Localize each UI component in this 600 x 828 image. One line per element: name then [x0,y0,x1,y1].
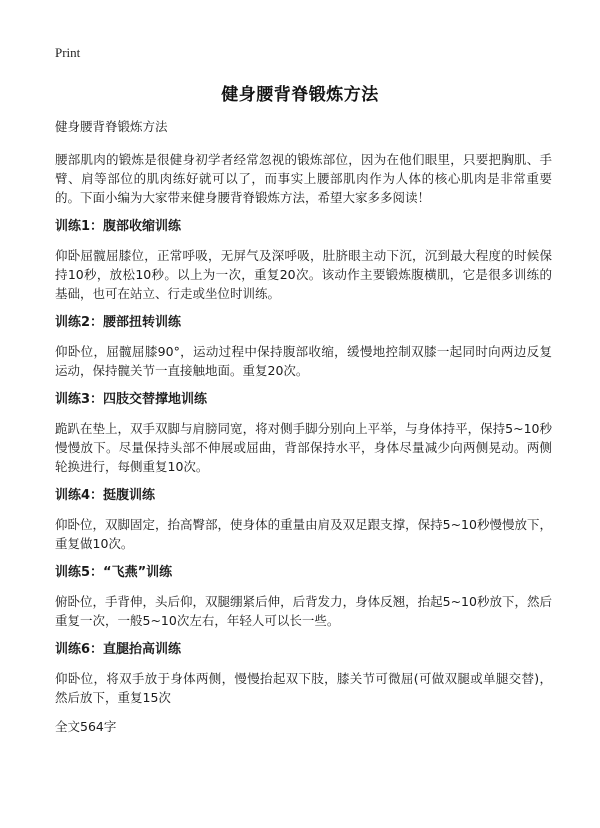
word-count: 全文564字 [55,719,117,734]
training-section-6 [55,640,552,707]
training-section-2 [55,313,552,380]
section-body: 仰卧位，屈髋屈膝90°，运动过程中保持腹部收缩，缓慢地控制双膝一起同时向两边反复运动，保持髋关节一直接触地面。重复20次。 [55,344,552,378]
training-section-3 [55,390,552,476]
training-section-5 [55,563,552,630]
section-heading: 训练5：“飞燕”训练 [55,565,173,580]
intro-paragraph: 腰部肌肉的锻炼是很健身初学者经常忽视的锻炼部位，因为在他们眼里，只要把胸肌、手臂、肩等部位的肌肉练好就可以了，而事实上腰部肌肉作为人体的核心肌肉是非常重要的。下面小编为大家带来健身腰背脊锻炼方法，希望大家多多阅读！ [55,152,552,205]
training-section-4 [55,486,552,553]
training-section-1 [55,217,552,303]
article-subtitle: 健身腰背脊锻炼方法 [55,119,168,134]
page-title: 健身腰背脊锻炼方法 [221,85,379,105]
article-content [55,117,552,736]
print-link[interactable]: Print [55,45,81,60]
section-body: 仰卧屈髋屈膝位，正常呼吸，无屏气及深呼吸，肚脐眼主动下沉，沉到最大程度的时候保持10秒，放松10秒。以上为一次，重复20次。该动作主要锻炼腹横肌，它是很多训练的基础，也可在站立、行走或坐位时训练。 [55,248,552,301]
section-body: 跪趴在垫上，双手双脚与肩膀同宽，将对侧手脚分别向上平举，与身体持平，保持5~10秒慢慢放下。尽量保持头部不伸展或屈曲，背部保持水平，身体尽量减少向两侧晃动。两侧轮换进行，每侧重复10次。 [55,421,552,474]
section-heading: 训练2：腰部扭转训练 [55,315,182,330]
section-heading: 训练6：直腿抬高训练 [55,642,182,657]
section-body: 仰卧位，将双手放于身体两侧，慢慢抬起双下肢，膝关节可微屈(可做双腿或单腿交替)，然后放下，重复15次 [55,671,552,705]
section-heading: 训练3：四肢交替撑地训练 [55,392,208,407]
section-body: 俯卧位，手背伸，头后仰，双腿绷紧后伸，后背发力，身体反翘，抬起5~10秒放下，然后重复一次，一般5~10次左右，年轻人可以长一些。 [55,594,552,628]
section-body: 仰卧位，双脚固定，抬高臀部，使身体的重量由肩及双足跟支撑，保持5~10秒慢慢放下，重复做10次。 [55,517,552,551]
section-heading: 训练1：腹部收缩训练 [55,219,182,234]
section-heading: 训练4：挺腹训练 [55,488,156,503]
